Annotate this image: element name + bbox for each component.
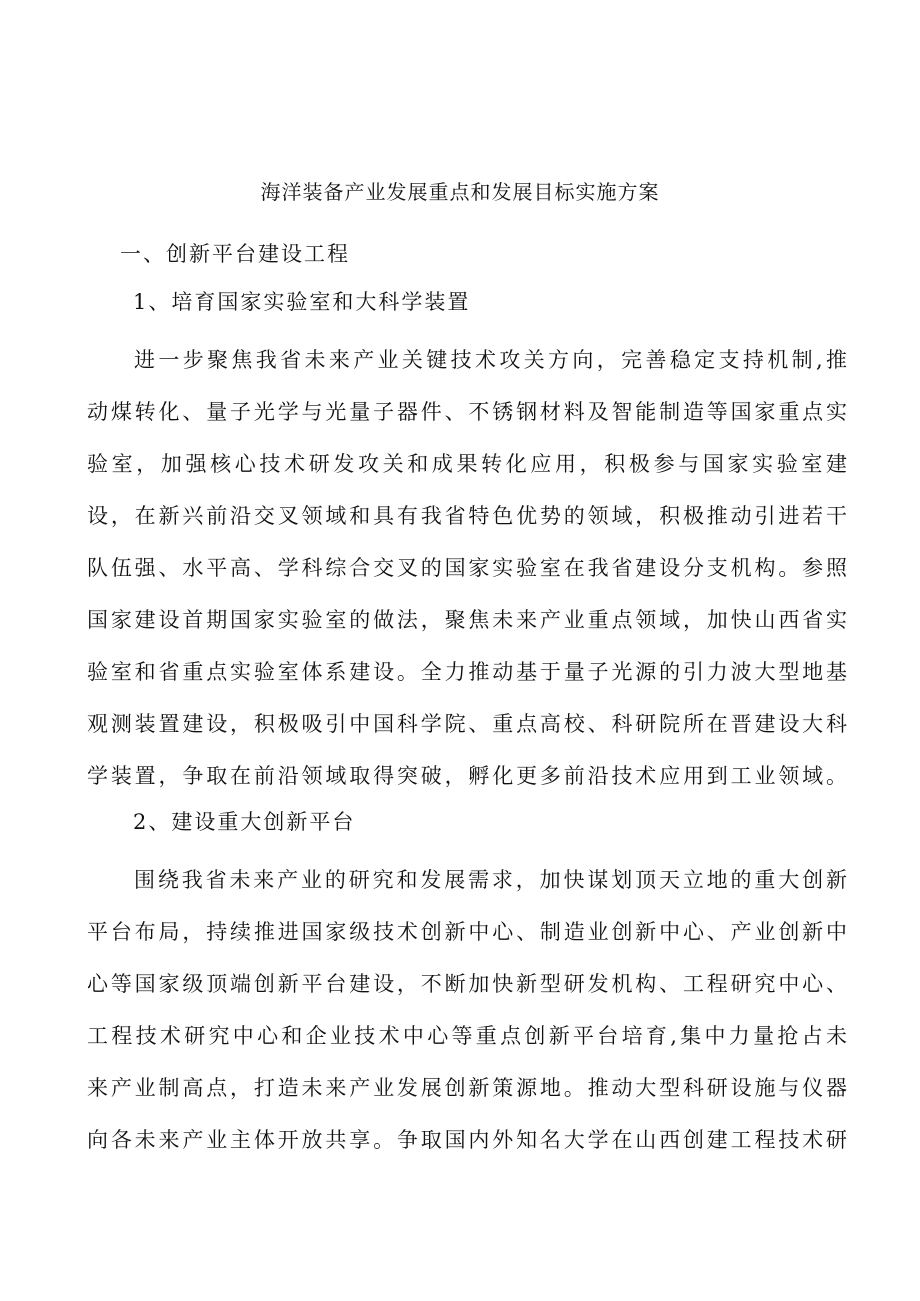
- paragraph-line: 进一步聚焦我省未来产业关键技术攻关方向，完善稳定支持机制,推: [134, 348, 847, 372]
- paragraph-line: 动煤转化、量子光学与光量子器件、不锈钢材料及智能制造等国家重点实: [87, 400, 847, 424]
- paragraph-line: 围绕我省未来产业的研究和发展需求，加快谋划顶天立地的重大创新: [134, 868, 847, 892]
- paragraph-line: 观测装置建设，积极吸引中国科学院、重点高校、科研院所在晋建设大科: [87, 712, 847, 736]
- paragraph-innovation-platform: [87, 854, 847, 1166]
- paragraph-line: 学装置，争取在前沿领域取得突破，孵化更多前沿技术应用到工业领域。: [87, 764, 847, 788]
- subsection-heading-national-lab: 1、培育国家实验室和大科学装置: [133, 290, 471, 314]
- subsection-heading-innovation-platform: 2、建设重大创新平台: [133, 810, 356, 834]
- paragraph-line: 设，在新兴前沿交叉领域和具有我省特色优势的领域，积极推动引进若干: [87, 504, 847, 528]
- paragraph-line: 验室和省重点实验室体系建设。全力推动基于量子光源的引力波大型地基: [87, 660, 847, 684]
- paragraph-line: 国家建设首期国家实验室的做法，聚焦未来产业重点领域，加快山西省实: [87, 608, 847, 632]
- paragraph-line: 向各未来产业主体开放共享。争取国内外知名大学在山西创建工程技术研: [87, 1128, 847, 1152]
- paragraph-line: 队伍强、水平高、学科综合交叉的国家实验室在我省建设分支机构。参照: [87, 556, 847, 580]
- paragraph-line: 验室，加强核心技术研发攻关和成果转化应用，积极参与国家实验室建: [87, 452, 847, 476]
- paragraph-line: 心等国家级顶端创新平台建设，不断加快新型研发机构、工程研究中心、: [87, 972, 847, 996]
- paragraph-line: 工程技术研究中心和企业技术中心等重点创新平台培育,集中力量抢占未: [87, 1024, 847, 1048]
- paragraph-line: 来产业制高点，打造未来产业发展创新策源地。推动大型科研设施与仪器: [87, 1076, 847, 1100]
- paragraph-line: 平台布局，持续推进国家级技术创新中心、制造业创新中心、产业创新中: [87, 920, 847, 944]
- document-title: 海洋装备产业发展重点和发展目标实施方案: [260, 180, 660, 204]
- section-heading-innovation-platform: 一、创新平台建设工程: [120, 242, 350, 266]
- paragraph-national-lab: [87, 334, 847, 802]
